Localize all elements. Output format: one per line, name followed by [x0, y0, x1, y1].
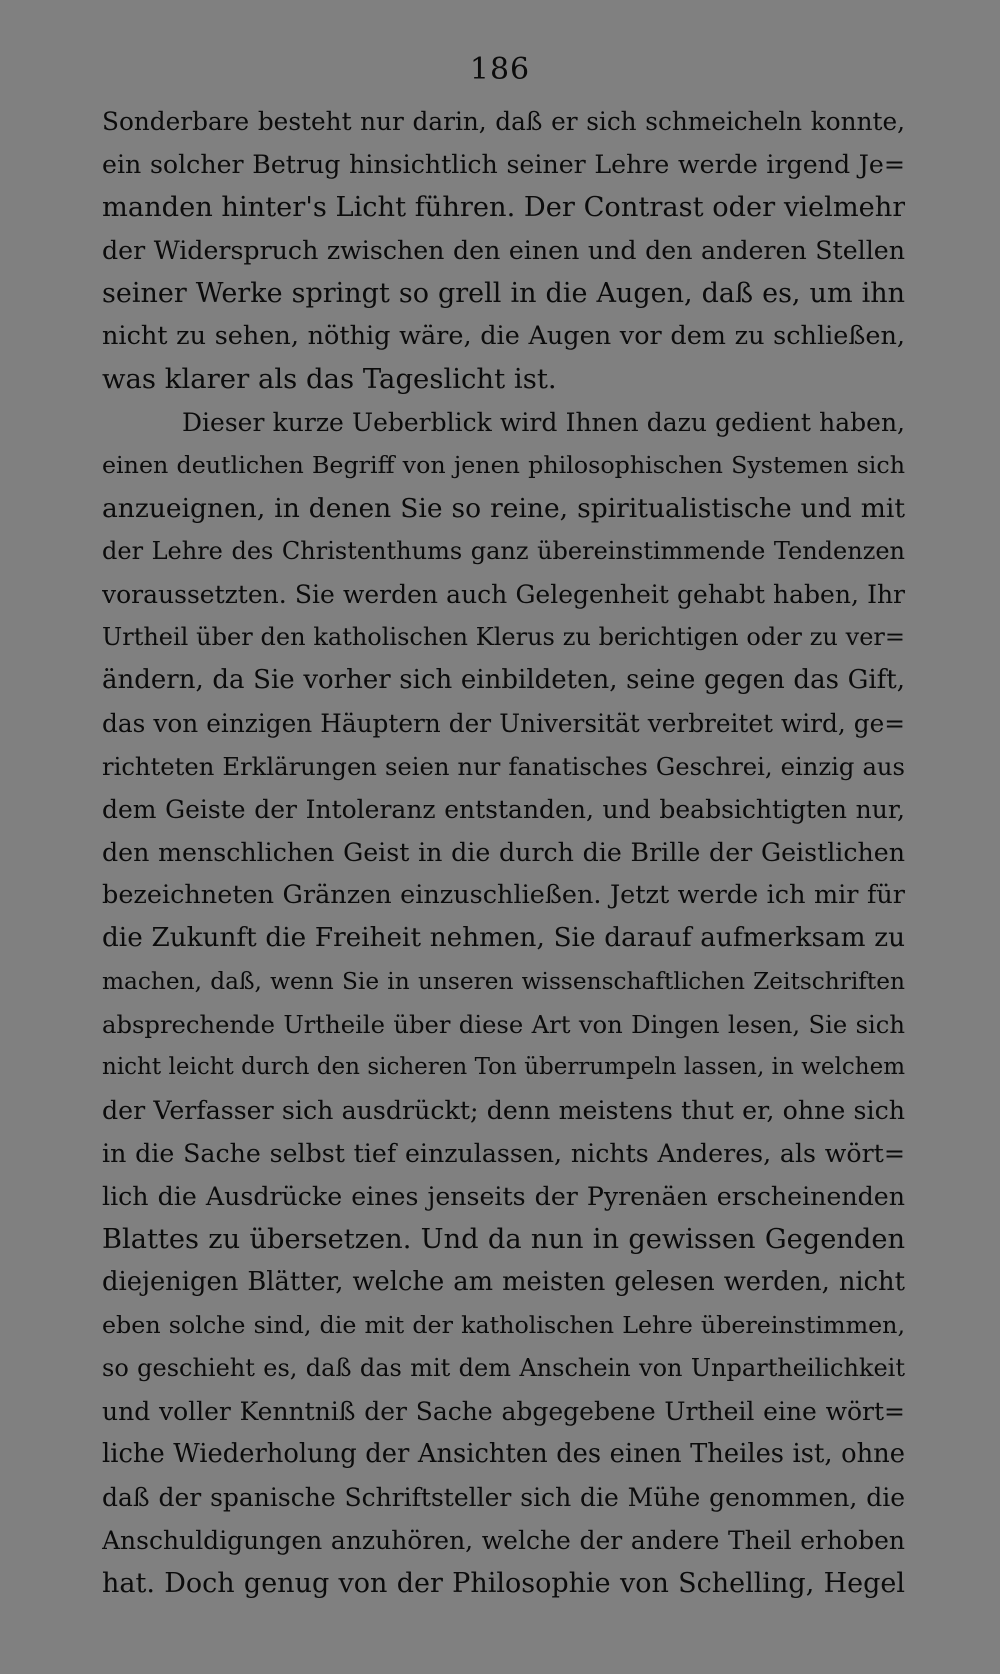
- text-line: Anschuldigungen anzuhören, welche der andere Theil erhoben: [102, 1526, 905, 1555]
- paragraph-1: [102, 100, 905, 401]
- text-line: seiner Werke springt so grell in die Augen, daß es, um ihn: [102, 278, 905, 309]
- text-line: den menschlichen Geist in die durch die Brille der Geistlichen: [102, 838, 905, 867]
- text-line: liche Wiederholung der Ansichten des einen Theiles ist, ohne: [102, 1439, 905, 1469]
- text-line: absprechende Urtheile über diese Art von Dingen lesen, Sie sich: [102, 1010, 905, 1039]
- text-line: ein solcher Betrug hinsichtlich seiner Lehre werde irgend Je=: [102, 150, 905, 179]
- text-line: richteten Erklärungen seien nur fanatisches Geschrei, einzig aus: [102, 752, 905, 781]
- text-line: nicht leicht durch den sicheren Ton überrumpeln lassen, in welchem: [102, 1054, 905, 1080]
- text-line: Urtheil über den katholischen Klerus zu berichtigen oder zu ver=: [102, 623, 905, 651]
- text-line: die Zukunft die Freiheit nehmen, Sie darauf aufmerksam zu: [102, 923, 905, 953]
- text-line: Dieser kurze Ueberblick wird Ihnen dazu gedient haben,: [182, 408, 905, 437]
- text-line: der Widerspruch zwischen den einen und den anderen Stellen: [102, 236, 905, 265]
- text-line: und voller Kenntniß der Sache abgegebene Urtheil eine wört=: [102, 1397, 905, 1426]
- text-line: so geschieht es, daß das mit dem Anschein von Unpartheilichkeit: [102, 1354, 905, 1382]
- text-line: anzueignen, in denen Sie so reine, spiritualistische und mit: [102, 493, 905, 524]
- text-line: der Lehre des Christenthums ganz übereinstimmende Tendenzen: [102, 537, 905, 565]
- text-line: ändern, da Sie vorher sich einbildeten, seine gegen das Gift,: [102, 665, 905, 695]
- text-line: hat. Doch genug von der Philosophie von Schelling, Hegel: [102, 1568, 905, 1599]
- page-text: [102, 100, 905, 1605]
- text-line: einen deutlichen Begriff von jenen philosophischen Systemen sich: [102, 451, 905, 479]
- page-number: 186: [469, 52, 531, 87]
- text-line: dem Geiste der Intoleranz entstanden, und beabsichtigten nur,: [102, 795, 905, 824]
- text-line: das von einzigen Häuptern der Universität verbreitet wird, ge=: [102, 709, 905, 738]
- text-line: lich die Ausdrücke eines jenseits der Pyrenäen erscheinenden: [102, 1182, 905, 1211]
- text-line: machen, daß, wenn Sie in unseren wissenschaftlichen Zeitschriften: [102, 968, 905, 995]
- text-line: Sonderbare besteht nur darin, daß er sich schmeicheln konnte,: [102, 107, 905, 136]
- text-line: was klarer als das Tageslicht ist.: [102, 363, 557, 395]
- text-line: diejenigen Blätter, welche am meisten gelesen werden, nicht: [102, 1267, 905, 1297]
- text-line: bezeichneten Gränzen einzuschließen. Jetzt werde ich mir für: [102, 880, 905, 910]
- text-line: Blattes zu übersetzen. Und da nun in gewissen Gegenden: [102, 1224, 905, 1255]
- text-line: voraussetzten. Sie werden auch Gelegenheit gehabt haben, Ihr: [102, 580, 905, 609]
- text-line: der Verfasser sich ausdrückt; denn meistens thut er, ohne sich: [102, 1096, 905, 1125]
- paragraph-2: [102, 401, 905, 1605]
- text-line: in die Sache selbst tief einzulassen, nichts Anderes, als wört=: [102, 1139, 905, 1168]
- text-line: nicht zu sehen, nöthig wäre, die Augen vor dem zu schließen,: [102, 321, 905, 351]
- text-line: manden hinter's Licht führen. Der Contrast oder vielmehr: [102, 192, 905, 223]
- text-line: daß der spanische Schriftsteller sich die Mühe genommen, die: [102, 1483, 905, 1512]
- text-line: eben solche sind, die mit der katholischen Lehre übereinstimmen,: [102, 1311, 905, 1339]
